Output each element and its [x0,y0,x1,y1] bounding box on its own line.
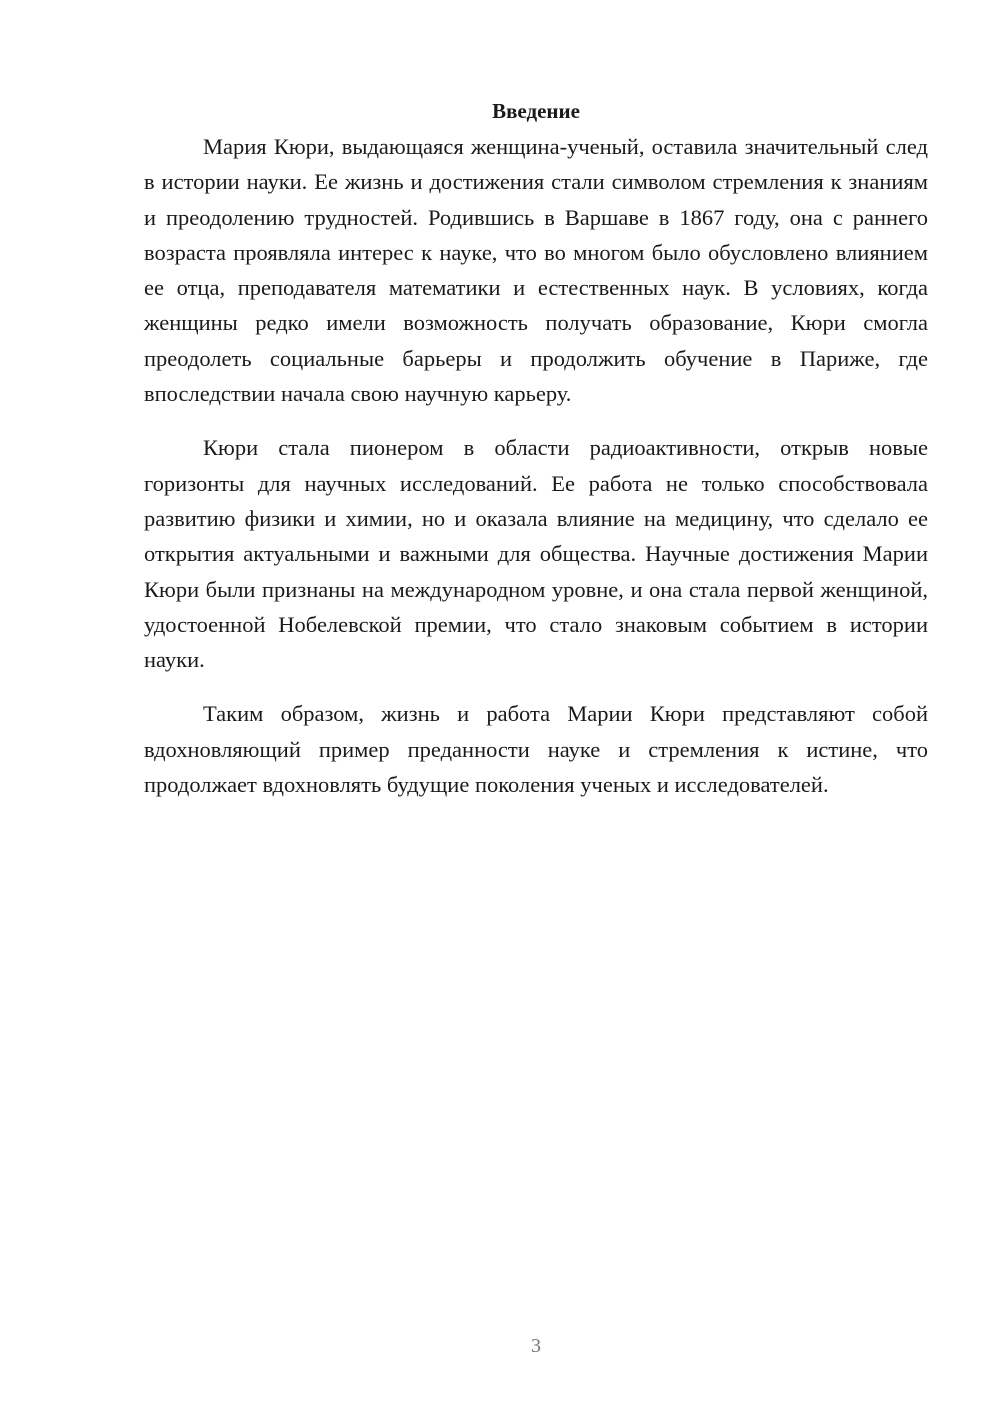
paragraph-3: Таким образом, жизнь и работа Марии Кюри представляют собой вдохновляющий пример преданности науке и стремления к истине, что продолжает вдохновлять будущие поколения ученых и исследователей. [144,701,928,798]
page-number: 3 [531,1335,541,1357]
section-heading: Введение [492,99,580,123]
paragraph-2: Кюри стала пионером в области радиоактивности, открыв новые горизонты для научных исследований. Ее работа не только способствовала развитию физики и химии, но и оказала влияние на медицину, что сделало ее открытия актуальными и важными для общества. Научные достижения Марии Кюри были признаны на международном уровне, и она стала первой женщиной, удостоенной Нобелевской премии, что стало знаковым событием в истории науки. [144,435,928,673]
paragraph-1: Мария Кюри, выдающаяся женщина-ученый, оставила значительный след в истории науки. Ее жизнь и достижения стали символом стремления к знаниям и преодолению трудностей. Родившись в Варшаве в 1867 году, она с раннего возраста проявляла интерес к науке, что во многом было обусловлено влиянием ее отца, преподавателя математики и естественных наук. В условиях, когда женщины редко имели возможность получать образование, Кюри смогла преодолеть социальные барьеры и продолжить обучение в Париже, где впоследствии начала свою научную карьеру. [144,134,928,407]
page-content [144,94,928,821]
